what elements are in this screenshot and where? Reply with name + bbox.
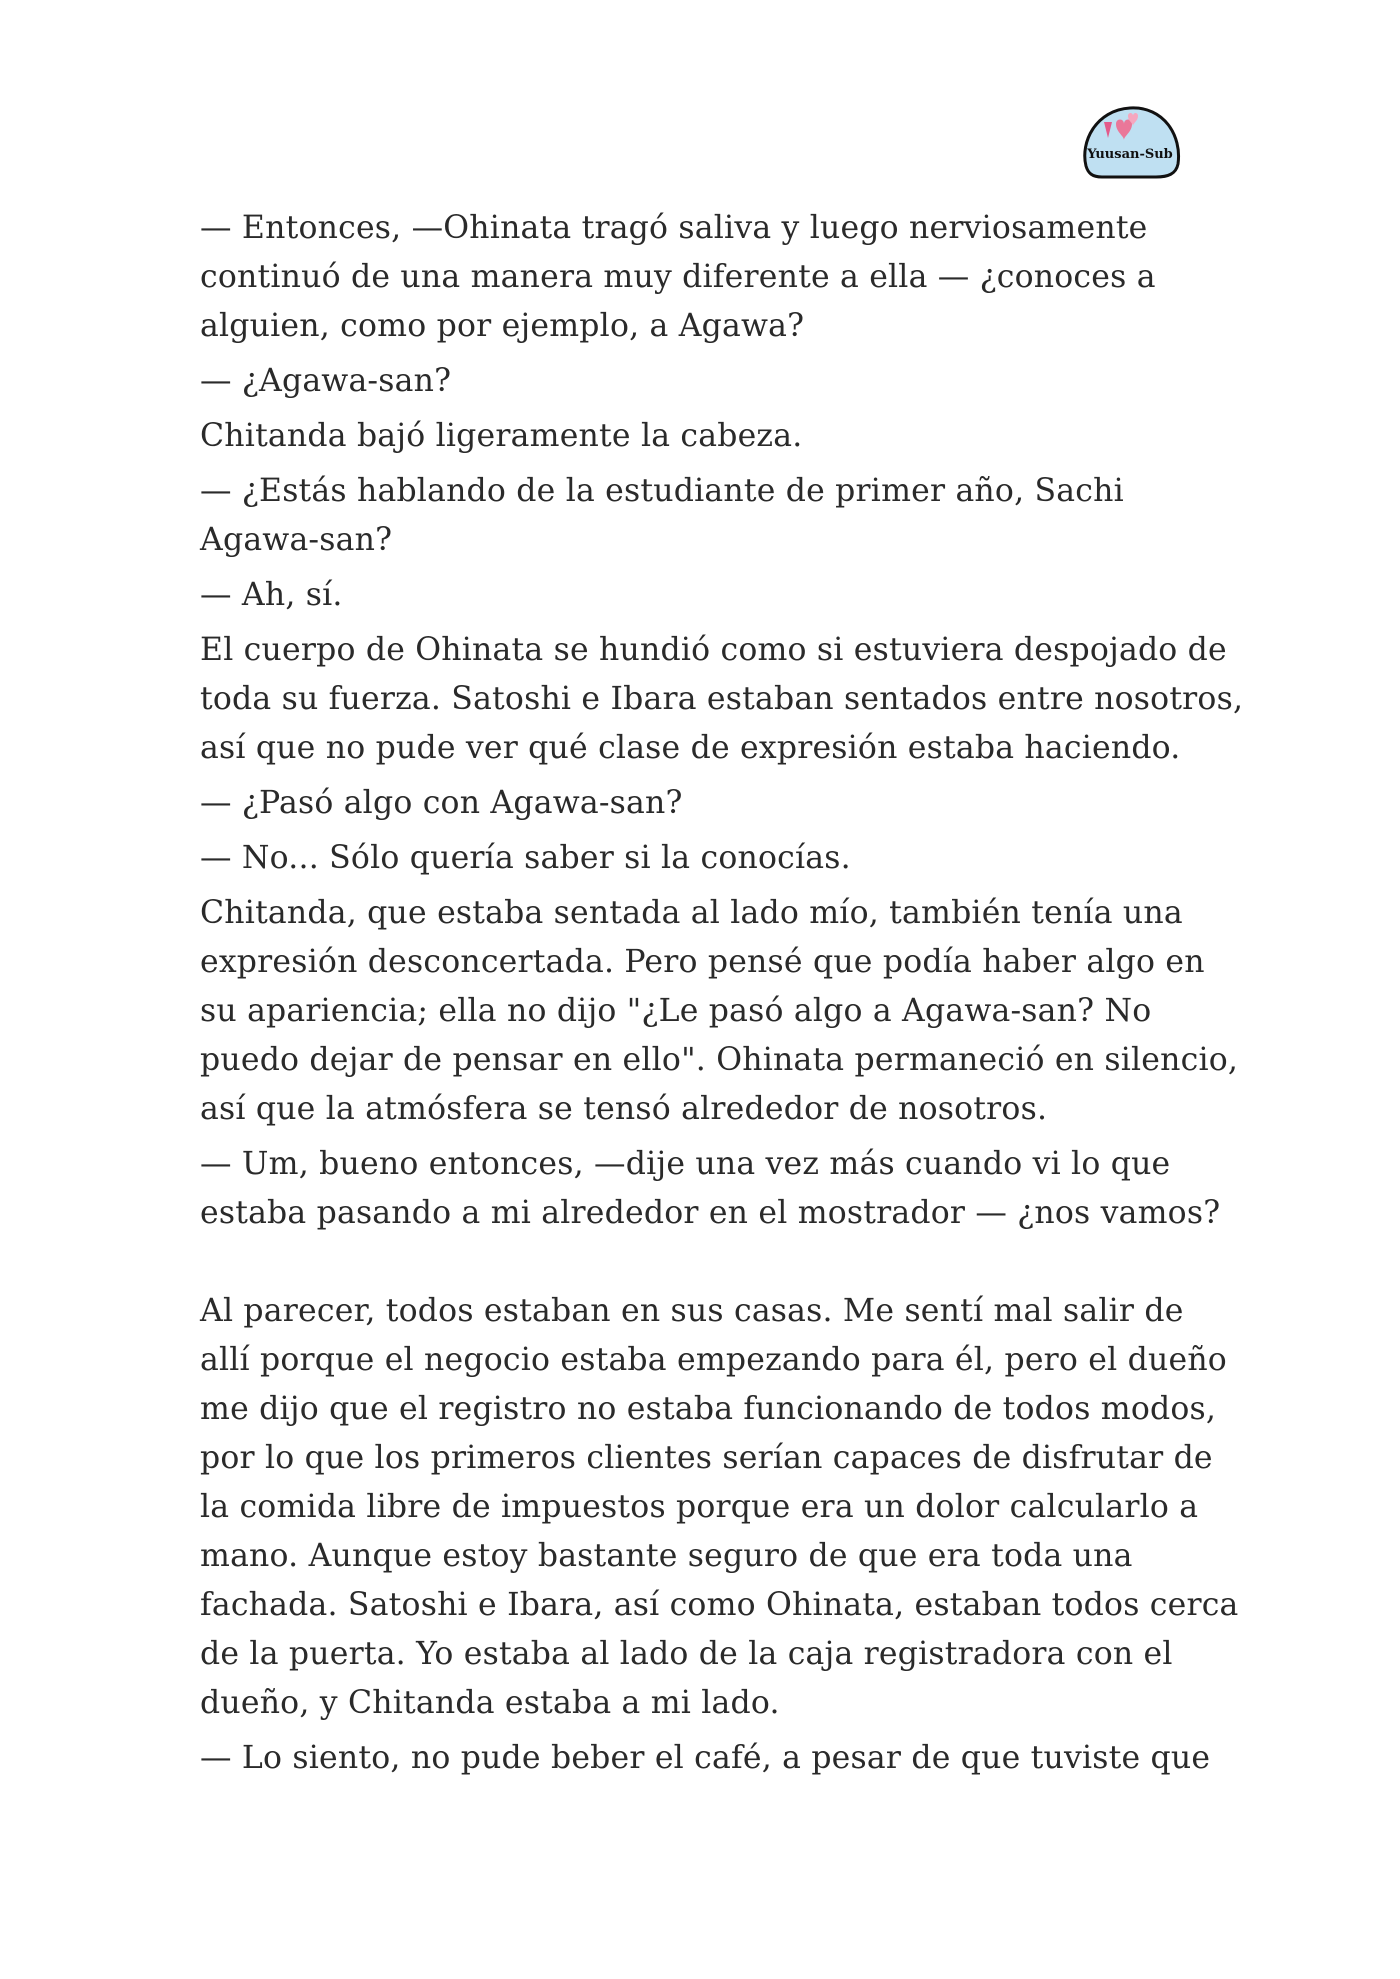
text-line: — ¿Agawa-san? <box>200 363 452 399</box>
text-line: fachada. Satoshi e Ibara, así como Ohinata, estaban todos cerca <box>200 1587 1239 1623</box>
paragraph <box>200 1140 1221 1238</box>
paragraph <box>200 834 1210 883</box>
text-line: su apariencia; ella no dijo "¿Le pasó algo a Agawa-san? No <box>200 993 1152 1029</box>
paragraph <box>200 626 1244 773</box>
paragraph <box>200 204 1210 351</box>
svg-text:Yuusan-Sub: Yuusan-Sub <box>1087 147 1173 162</box>
paragraph <box>200 412 1210 461</box>
text-line: estaba pasando a mi alrededor en el mostrador — ¿nos vamos? <box>200 1195 1221 1231</box>
text-line: me dijo que el registro no estaba funcionando de todos modos, <box>200 1391 1217 1427</box>
text-line: toda su fuerza. Satoshi e Ibara estaban sentados entre nosotros, <box>200 681 1244 717</box>
text-line: Agawa-san? <box>200 522 393 558</box>
text-line: mano. Aunque estoy bastante seguro de que era toda una <box>200 1538 1133 1574</box>
paragraph <box>200 571 1210 620</box>
paragraph <box>200 357 1210 406</box>
text-line: — Ah, sí. <box>200 577 343 613</box>
text-line: dueño, y Chitanda estaba a mi lado. <box>200 1685 780 1721</box>
text-line: — ¿Pasó algo con Agawa-san? <box>200 785 683 821</box>
scanlation-logo-icon <box>1078 102 1184 182</box>
text-line: — Lo siento, no pude beber el café, a pesar de que tuviste que <box>200 1740 1211 1776</box>
paragraph <box>200 1287 1239 1728</box>
text-line: — No... Sólo quería saber si la conocías. <box>200 840 851 876</box>
text-line: — ¿Estás hablando de la estudiante de primer año, Sachi <box>200 473 1124 509</box>
paragraph <box>200 467 1210 565</box>
text-line: así que la atmósfera se tensó alrededor de nosotros. <box>200 1091 1048 1127</box>
text-line: Chitanda, que estaba sentada al lado mío, también tenía una <box>200 895 1183 931</box>
text-line: así que no pude ver qué clase de expresión estaba haciendo. <box>200 730 1181 766</box>
text-line: continuó de una manera muy diferente a ella — ¿conoces a <box>200 259 1156 295</box>
text-line: de la puerta. Yo estaba al lado de la caja registradora con el <box>200 1636 1173 1672</box>
text-line: allí porque el negocio estaba empezando para él, pero el dueño <box>200 1342 1227 1378</box>
text-line: Al parecer, todos estaban en sus casas. Me sentí mal salir de <box>200 1293 1184 1329</box>
paragraph <box>200 889 1239 1134</box>
novel-text <box>200 204 1244 1783</box>
text-line: — Entonces, —Ohinata tragó saliva y luego nerviosamente <box>200 210 1148 246</box>
paragraph <box>200 779 1210 828</box>
text-line: El cuerpo de Ohinata se hundió como si estuviera despojado de <box>200 632 1227 668</box>
text-line: Chitanda bajó ligeramente la cabeza. <box>200 418 803 454</box>
text-line: alguien, como por ejemplo, a Agawa? <box>200 308 805 344</box>
text-line: expresión desconcertada. Pero pensé que podía haber algo en <box>200 944 1205 980</box>
paragraph <box>200 1734 1210 1783</box>
text-line: — Um, bueno entonces, —dije una vez más cuando vi lo que <box>200 1146 1171 1182</box>
text-line: la comida libre de impuestos porque era un dolor calcularlo a <box>200 1489 1199 1525</box>
text-line: puedo dejar de pensar en ello". Ohinata permaneció en silencio, <box>200 1042 1239 1078</box>
text-line: por lo que los primeros clientes serían capaces de disfrutar de <box>200 1440 1213 1476</box>
watermark-logo <box>1078 102 1184 182</box>
